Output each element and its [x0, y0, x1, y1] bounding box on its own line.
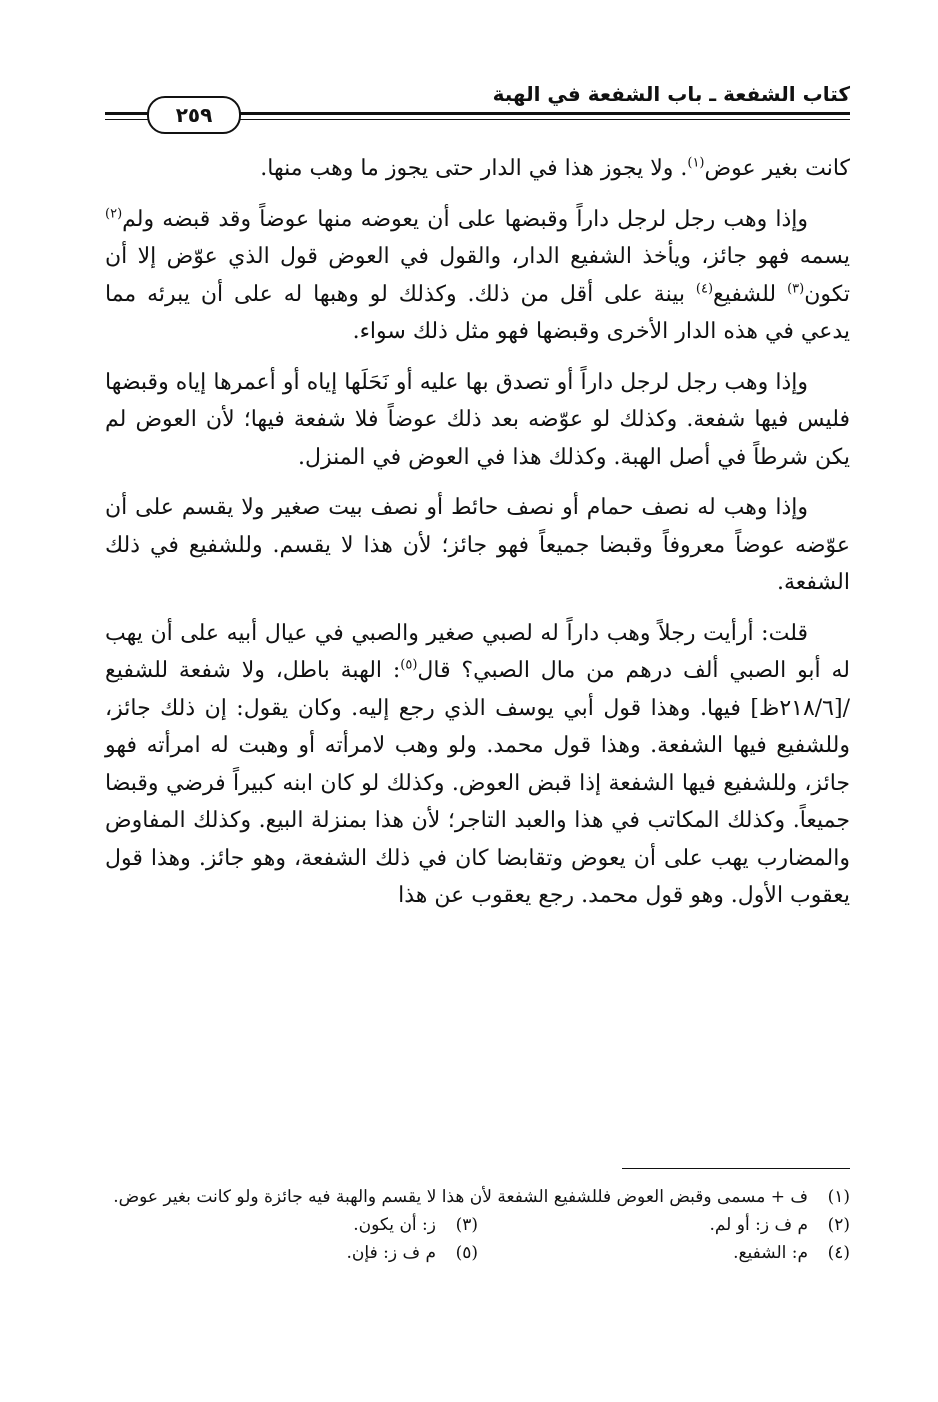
- text-run: : الهبة باطل، ولا شفعة للشفيع /[٢١٨/٦ظ] فيها. وهذا قول أبي يوسف الذي رجع إليه. وكان يقول: إن ذلك جائز، وللشفيع فيها الشفعة. وهذا قول محمد. ولو وهب لامرأته أو وهبت له امرأته فهو جائز، وللشفيع فيها الشفعة إذا قبض العوض. وكذلك لو كان ابنه كبيراً فرضي وقبضا جميعاً. وكذلك المكاتب في هذا والعبد التاجر؛ لأن هذا بمنزلة البيع. وكذلك المفاوض والمضارب يهب على أن يعوض وتقابضا كان في ذلك الشفعة، وهو جائز. وهذا قول يعقوب الأول. وهو قول محمد. رجع يعقوب عن هذا: [105, 658, 850, 908]
- paragraph: [105, 489, 850, 602]
- footnote-number: (٤): [827, 1243, 850, 1263]
- footnote-number: (٣): [455, 1215, 478, 1235]
- footnote-ref: (٥): [400, 657, 418, 673]
- footnote-1: [105, 1183, 850, 1211]
- text-run: كانت بغير عوض: [704, 156, 850, 181]
- paragraph: [105, 615, 850, 915]
- footnote-text: م ف ز: فإن.: [346, 1243, 436, 1263]
- footnote-text: م ف ز: أو لم.: [709, 1215, 808, 1235]
- text-run: . ولا يجوز هذا في الدار حتى يجوز ما وهب منها.: [260, 156, 688, 181]
- footnote-text: م: الشفيع.: [733, 1243, 808, 1263]
- footnote-2: [478, 1211, 850, 1239]
- text-run: بينة على أقل من ذلك. وكذلك لو وهبها له على أن يبرئه مما يدعي في هذه الدار الأخرى وقبضها فهو مثل ذلك سواء.: [105, 281, 850, 344]
- footnote-5: [106, 1239, 478, 1267]
- text-run: للشفيع: [713, 281, 788, 307]
- paragraph: [105, 364, 850, 477]
- footnote-3: [106, 1211, 478, 1239]
- footnote-ref: (١): [687, 155, 705, 171]
- text-run: يسمه فهو جائز، ويأخذ الشفيع الدار، والقول في العوض قول الذي عوّض إلا أن تكون: [105, 244, 850, 307]
- paragraph: [105, 150, 850, 188]
- text-run: وإذا وهب له نصف حمام أو نصف حائط أو نصف بيت صغير ولا يقسم على أن عوّضه عوضاً معروفاً وقبضا جميعاً فهو جائز؛ لأن هذا لا يقسم. وللشفيع في ذلك الشفعة.: [105, 495, 850, 595]
- text-run: وإذا وهب رجل لرجل داراً وقبضها على أن يعوضه منها عوضاً وقد قبضه ولم: [122, 206, 808, 232]
- footnote-number: (٥): [455, 1243, 478, 1263]
- footnote-ref: (٤): [695, 281, 714, 297]
- footnote-text: ز: أن يكون.: [353, 1215, 436, 1235]
- footnote-number: (٢): [827, 1215, 850, 1235]
- text-run: قلت: أرأيت رجلاً وهب داراً له لصبي صغير والصبي في عيال أبيه على أن يهب له أبو الصبي ألف درهم من مال الصبي؟ قال: [105, 620, 850, 683]
- text-run: وإذا وهب رجل لرجل داراً أو تصدق بها عليه أو نَحَلَها إياه أو أعمرها إياه وقبضها فليس فيها شفعة. وكذلك لو عوّضه بعد ذلك عوضاً فلا شفعة فيها؛ لأن العوض لم يكن شرطاً في أصل الهبة. وكذلك هذا في العوض في المنزل.: [105, 369, 850, 470]
- footnote-ref: (٣): [787, 281, 805, 297]
- footnotes: [105, 1183, 850, 1267]
- footnote-text: ف + مسمى وقبض العوض فللشفيع الشفعة لأن هذا لا يقسم والهبة فيه جائزة ولو كانت بغير عوض.: [113, 1187, 808, 1207]
- footnote-separator: [622, 1168, 850, 1169]
- page-number: ٢٥٩: [147, 96, 241, 134]
- footnote-row: [105, 1211, 850, 1239]
- running-title: كتاب الشفعة ـ باب الشفعة في الهبة: [492, 82, 850, 106]
- footnote-4: [478, 1239, 850, 1267]
- main-text: [105, 150, 850, 928]
- paragraph: [105, 201, 850, 351]
- page-header: [105, 74, 850, 130]
- footnote-row: [105, 1239, 850, 1267]
- footnote-number: (١): [827, 1187, 850, 1207]
- footnote-ref: (٢): [105, 206, 123, 222]
